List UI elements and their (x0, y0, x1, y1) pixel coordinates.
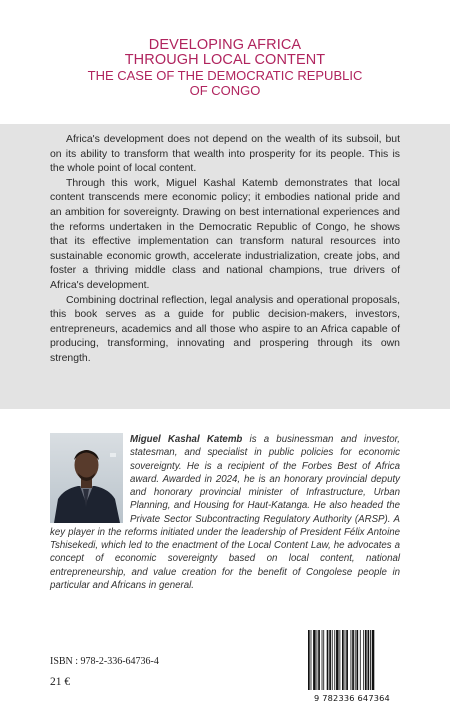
isbn: ISBN : 978-2-336-64736-4 (50, 656, 159, 667)
price: 21 € (50, 676, 71, 688)
subtitle-line-1: THE CASE OF THE DEMOCRATIC REPUBLIC (87, 68, 363, 83)
subtitle-line-2: OF CONGO (189, 83, 261, 98)
author-name: Miguel Kashal Katemb (130, 434, 243, 445)
barcode (304, 628, 400, 700)
book-title (0, 38, 450, 98)
barcode-digits: 9 782336 647364 (314, 693, 390, 703)
blurb-paragraph-1: Africa's development does not depend on the wealth of its subsoil, but on its ability to transform that wealth into prosperity for its people. This is the whole point of local content. (50, 134, 400, 175)
author-bio (50, 433, 400, 592)
author-bio-text: is a businessman and investor, statesman, and specialist in public policies for economic sovereignty. He is a recipient of the Forbes Best of Africa award. Awarded in 2024, he is an honorary provincial deputy and honorary provincial minister of Infrastructure, Urban Planning, and Housing for Haut-Katanga. He also headed the Private Sector Subcontracting Regulatory Authority (ARSP). A key player in the reforms initiated under the leadership of President Félix Antoine Tshisekedi, which led to the enactment of the Local Content Law, he advocates a concept of economic sovereignty based on local content, national entrepreneurship, and value creation for the benefit of Congolese people in particular and Africans in general. (50, 434, 400, 591)
photo-spacer (50, 433, 130, 525)
blurb-paragraph-2: Through this work, Miguel Kashal Katemb demonstrates that local content transcends mere economic policy; it embodies national pride and an ambition for sovereignty. Drawing on best international experiences and the reforms undertaken in the Democratic Republic of Congo, he shows that its effective implementation can transform natural resources into sustainable economic growth, accelerate industrialization, create jobs, and foster a thriving middle class and national champions, true drivers of Africa's development. (50, 177, 400, 291)
blurb-paragraph-3: Combining doctrinal reflection, legal analysis and operational proposals, this book serves as a guide for public decision-makers, investors, entrepreneurs, academics and all those who aspire to an Africa capable of producing, transforming, innovating and prospering through its own strength. (50, 294, 400, 364)
title-line-2: THROUGH LOCAL CONTENT (124, 52, 326, 68)
title-line-1: DEVELOPING AFRICA (148, 37, 302, 53)
back-cover-blurb (50, 133, 400, 367)
